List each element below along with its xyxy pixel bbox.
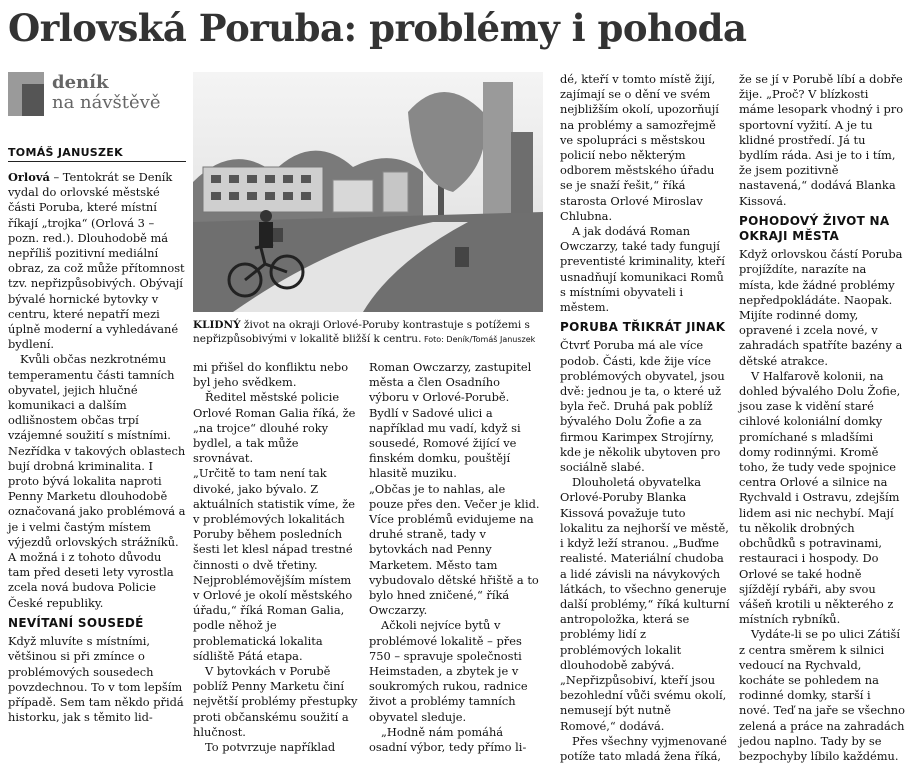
lead-text: – Tentokrát se Deník vydal do orlovské městské části Poruba, které místní říkají „trojka“ (Orlová 3 – pozn. red.). Dlouhodobě má nepříliš pozitivní mediální obraz, za což může přítomnost tzv. nepřizpůsobivých. Obývají bývalé hornické bytovky v centru, které nepatří mezi úplně moderní a vyhledávané bydlení. bbox=[8, 170, 185, 352]
paragraph: dé, kteří v tomto místě žijí, zajímají se o dění ve svém nejbližším okolí, upozorňují na problémy a samozřejmě ve spolupráci s městskou policií nebo některým odborem městského úřadu se je snaží řešit,“ říká starosta Orlové Miroslav Chlubna. bbox=[560, 72, 719, 223]
subheading: POHODOVÝ ŽIVOT NA OKRAJI MĚSTA bbox=[739, 213, 890, 244]
column-2 bbox=[193, 360, 361, 755]
paragraph: mi přišel do konfliktu nebo byl jeho svědkem. bbox=[193, 360, 349, 390]
paragraph: To potvrzuje například bbox=[205, 740, 336, 755]
paragraph: Kvůli občas nezkrotnému temperamentu části tamních obyvatel, jejich hlučné komunikaci a dalším odlišnostem občas trpí vzájemné soužití s místními. Nezřídka v takových oblastech bují drobná kriminalita. I proto bývá lokalita naproti Penny Marketu dlouhodobě označovaná jako problémová a je i velmi častým místem výjezdů orlovských strážníků. A možná i z tohoto důvodu tam před deseti lety vyrostla zcela nová budova Policie České republiky. bbox=[8, 352, 186, 610]
paragraph: Ředitel městské policie Orlové Roman Galia říká, že „na trojce“ dlouhé roky bydlel, a tak může srovnávat. bbox=[193, 390, 356, 466]
photo-caption bbox=[193, 318, 545, 347]
paragraph: Přes všechny vyjmenované potíže tato mladá žena říká, bbox=[560, 733, 727, 763]
paragraph bbox=[8, 170, 186, 352]
paragraph: že se jí v Porubě líbí a dobře žije. „Proč? V blízkosti máme lesopark vhodný i pro sportovní vyžití. A je tu klidné prostředí. Já tu bydlím ráda. Asi je to i tím, že jsem pozitivně nastavená,“ dodává Blanka Kissová. bbox=[739, 72, 904, 208]
paragraph: Roman Owczarzy, zastupitel města a člen Osadního výboru v Orlové-Porubě. Bydlí v Sadové ulici a například mu vadí, když si sousedé, Romové žijící ve finském domku, pouštějí hlasitě muziku. bbox=[369, 360, 532, 481]
badge-line2: na návštěvě bbox=[52, 92, 161, 113]
photo-credit: Foto: Deník/Tomáš Januszek bbox=[421, 335, 536, 344]
paragraph: Vydáte-li se po ulici Zátiší z centra směrem k silnici vedoucí na Rychvald, kocháte se pohledem na rodinné domky, starší i nové. Teď na jaře se všechno zelená a práce na zahradách jedou naplno. Tady by se bezpochyby líbilo každému. bbox=[739, 627, 905, 763]
dateline: Orlová bbox=[8, 170, 50, 184]
subheading: NEVÍTANÍ SOUSEDÉ bbox=[8, 615, 144, 630]
paragraph: Když mluvíte s místními, většinou si při zmínce o problémových sousedech povzdechnou. To v tom lepším případě. Sem tam někdo přidá historku, jak s těmito lid- bbox=[8, 634, 184, 725]
column-4 bbox=[560, 72, 730, 764]
paragraph: „Hodně nám pomáhá osadní výbor, tedy přímo li- bbox=[369, 724, 527, 755]
headline: Orlovská Poruba: problémy i pohoda bbox=[8, 6, 747, 50]
column-1 bbox=[8, 170, 186, 725]
caption-text: život na okraji Orlové-Poruby kontrastuje s potížemi s nepřizpůsobivými v lokalitě bližší k centru. bbox=[193, 319, 530, 345]
paragraph: „Určitě to tam není tak divoké, jako bývalo. Z aktuálních statistik víme, že v problémových lokalitách Poruby během posledních šesti let klesl nápad trestné činnosti o dvě třetiny. Nejproblémovějším místem v Orlové je okolí městského úřadu,“ říká Roman Galia, podle něhož je problematická lokalita sídliště Pátá etapa. bbox=[193, 466, 355, 663]
badge-line1: deník bbox=[52, 72, 109, 93]
column-5 bbox=[739, 72, 905, 764]
paragraph: Dlouholetá obyvatelka Orlové-Poruby Blanka Kissová považuje tuto lokalitu za nejhorší ve městě, i když leží stranou. „Buďme realisté. Materiální chudoba a lidé závisli na návykových látkách, to všechno generuje další problémy,“ říká kulturní antropoložka, která se problémy lidí z problémových lokalit dlouhodobě zabývá. „Nepřizpůsobiví, kteří jsou bezohlední vůči svému okolí, nemusejí být nutně Romové,“ dodává. bbox=[560, 475, 730, 733]
byline-rule bbox=[8, 161, 186, 162]
paragraph: Ačkoli nejvíce bytů v problémové lokalitě – přes 750 – spravuje společnosti Heimstaden, a zbytek je v soukromých rukou, radnice život a problémy tamních obyvatel sleduje. bbox=[369, 618, 528, 724]
paragraph: „Občas je to nahlas, ale pouze přes den. Večer je klid. Více problémů evidujeme na druhé straně, tady v bytovkách nad Penny Marketem. Město tam vybudovalo dětské hřiště a to bylo hned zničené,“ říká Owczarzy. bbox=[369, 481, 540, 618]
badge-logo-inner bbox=[22, 84, 44, 116]
paragraph: A jak dodává Roman Owczarzy, také tady fungují preventisté kriminality, kteří usnadňují komunikaci Romů s místními obyvateli i městem. bbox=[560, 224, 725, 315]
caption-lead: KLIDNÝ bbox=[193, 319, 241, 331]
paragraph: V bytovkách v Porubě poblíž Penny Marketu činí největší problémy přestupky proti občanskému soužití a hlučnost. bbox=[193, 664, 358, 739]
paragraph: V Halfarově kolonii, na dohled bývalého Dolu Žofie, jsou zase k vidění staré cihlové koloniální domky promíchané s mladšími domy rodinnými. Kromě toho, že tudy vede spojnice centra Orlové a silnice na Rychvald i Ostravu, zdejším lidem asi nic nechybí. Mají tu několik drobných obchůdků s potravinami, restauraci i hospody. Do Orlové se také hodně sjíždějí rybáři, aby svou vášeň krotili u některého z místních rybníků. bbox=[739, 368, 901, 627]
paragraph: Když orlovskou částí Poruba projíždíte, narazíte na místa, kde žádné problémy nepředpokládáte. Naopak. Mijíte rodinné domy, opravené i zcela nové, v zahradách spatříte bazény a dětské atrakce. bbox=[739, 247, 903, 368]
subheading: PORUBA TŘIKRÁT JINAK bbox=[560, 320, 726, 335]
column-3 bbox=[369, 360, 541, 755]
section-badge bbox=[8, 70, 183, 120]
paragraph: Čtvrť Poruba má ale více podob. Části, kde žije více problémových obyvatel, jsou dvě: jednou je ta, o které už byla řeč. Druhá pak poblíž bývalého Dolu Žofie a za firmou Karimpex Strojírny, kde je několik ubytoven pro sociálně slabé. bbox=[560, 338, 725, 475]
street-cyclist-photo-icon bbox=[193, 72, 543, 312]
author-byline: TOMÁŠ JANUSZEK bbox=[8, 146, 123, 159]
